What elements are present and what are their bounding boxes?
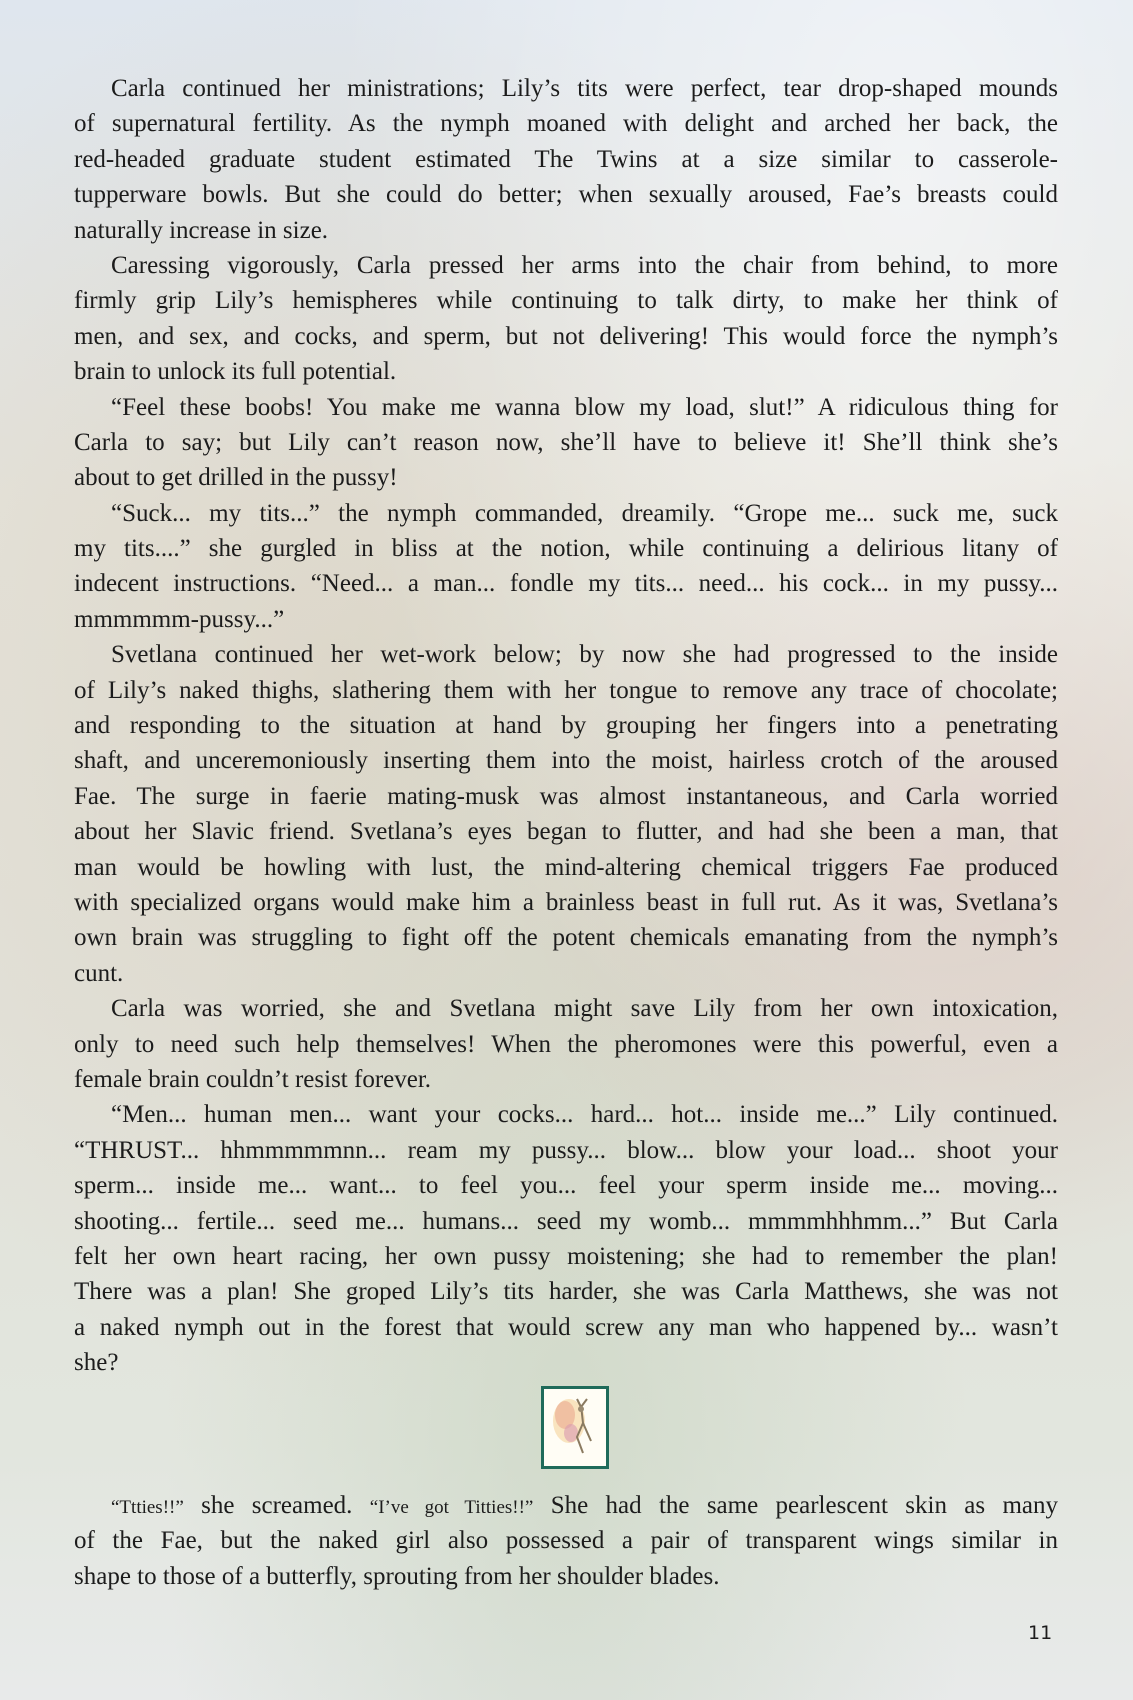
- paragraph: [74, 71, 1058, 248]
- text: she screamed.: [183, 1492, 370, 1519]
- text-line: indecent instructions. “Need... a man... fondle my tits... need... his cock... in my pussy...: [74, 570, 1058, 598]
- text-line: Carla continued her ministrations; Lily’s tits were perfect, tear drop-shaped mounds: [111, 75, 1058, 102]
- text-line: female brain couldn’t resist forever.: [74, 1065, 432, 1093]
- text-line: There was a plan! She groped Lily’s tits harder, she was Carla Matthews, she was not: [74, 1278, 1058, 1306]
- text-line: tupperware bowls. But she could do better; when sexually aroused, Fae’s breasts could: [74, 181, 1058, 209]
- text-line: firmly grip Lily’s hemispheres while continuing to talk dirty, to make her think of: [74, 287, 1058, 315]
- text-line: Fae. The surge in faerie mating-musk was almost instantaneous, and Carla worried: [74, 782, 1058, 810]
- text-line: own brain was struggling to fight off the potent chemicals emanating from the nymph’s: [74, 924, 1058, 952]
- text-line: shape to those of a butterfly, sprouting from her shoulder blades.: [74, 1562, 720, 1590]
- text-line: “Men... human men... want your cocks... hard... hot... inside me...” Lily continued.: [111, 1101, 1058, 1129]
- text-line: shooting... fertile... seed me... humans... seed my womb... mmmmhhhmm...” But Carla: [74, 1207, 1058, 1235]
- text-line: she?: [74, 1349, 119, 1377]
- quote: “Ttties!!”: [111, 1497, 184, 1518]
- text-line: of supernatural fertility. As the nymph moaned with delight and arched her back, the: [74, 110, 1058, 138]
- paragraph: [74, 637, 1058, 991]
- text-line: men, and sex, and cocks, and sperm, but not delivering! This would force the nymph’s: [74, 322, 1058, 350]
- paragraph: [74, 991, 1058, 1097]
- paragraph: [74, 248, 1058, 390]
- quote: “I’ve got Titties!!”: [369, 1497, 534, 1518]
- text-line: [74, 1488, 1058, 1523]
- text-line: shaft, and unceremoniously inserting them into the moist, hairless crotch of the aroused: [74, 747, 1058, 775]
- text-line: cunt.: [74, 959, 124, 987]
- text-line: about to get drilled in the pussy!: [74, 464, 398, 492]
- body-text: [74, 71, 1058, 1380]
- text-line: with specialized organs would make him a brainless beast in full rut. As it was, Svetlana’s: [74, 888, 1058, 916]
- text-line: of Lily’s naked thighs, slathering them with her tongue to remove any trace of chocolate;: [74, 676, 1058, 704]
- text-line: only to need such help themselves! When the pheromones were this powerful, even a: [74, 1030, 1058, 1058]
- text-line: man would be howling with lust, the mind-altering chemical triggers Fae produced: [74, 853, 1058, 881]
- text-line: “Feel these boobs! You make me wanna blow my load, slut!” A ridiculous thing for: [111, 393, 1058, 421]
- text-line: red-headed graduate student estimated The Twins at a size similar to casserole-: [74, 145, 1058, 173]
- text-line: mmmmmm-pussy...”: [74, 605, 285, 633]
- text-line: felt her own heart racing, her own pussy moistening; she had to remember the plan!: [74, 1242, 1058, 1270]
- text-line: and responding to the situation at hand by grouping her fingers into a penetrating: [74, 712, 1058, 740]
- text-line: brain to unlock its full potential.: [74, 358, 397, 386]
- text-line: Carla to say; but Lily can’t reason now, she’ll have to believe it! She’ll think she’s: [74, 428, 1058, 456]
- text-line: Svetlana continued her wet-work below; by now she had progressed to the inside: [111, 641, 1058, 669]
- paragraph: [74, 390, 1058, 496]
- text-line: my tits....” she gurgled in bliss at the notion, while continuing a delirious litany of: [74, 535, 1058, 563]
- fairy-ornament-icon: [541, 1386, 609, 1469]
- text-line: Caressing vigorously, Carla pressed her arms into the chair from behind, to more: [111, 251, 1058, 279]
- text-line: Carla was worried, she and Svetlana might save Lily from her own intoxication,: [111, 995, 1058, 1023]
- text-line: a naked nymph out in the forest that would screw any man who happened by... wasn’t: [74, 1313, 1058, 1341]
- paragraph: [74, 1097, 1058, 1380]
- final-paragraph: [74, 1488, 1058, 1594]
- text-line: sperm... inside me... want... to feel you... feel your sperm inside me... moving...: [74, 1172, 1058, 1200]
- text-line: “Suck... my tits...” the nymph commanded, dreamily. “Grope me... suck me, suck: [111, 499, 1058, 527]
- text-line: naturally increase in size.: [74, 216, 329, 244]
- paragraph: [74, 496, 1058, 638]
- text-line: of the Fae, but the naked girl also possessed a pair of transparent wings similar in: [74, 1527, 1058, 1555]
- page-number: 11: [1028, 1622, 1053, 1644]
- text-line: about her Slavic friend. Svetlana’s eyes began to flutter, and had she been a man, that: [74, 818, 1058, 846]
- text: She had the same pearlescent skin as many: [533, 1492, 1058, 1519]
- text-line: “THRUST... hhmmmmmnn... ream my pussy... blow... blow your load... shoot your: [74, 1136, 1058, 1164]
